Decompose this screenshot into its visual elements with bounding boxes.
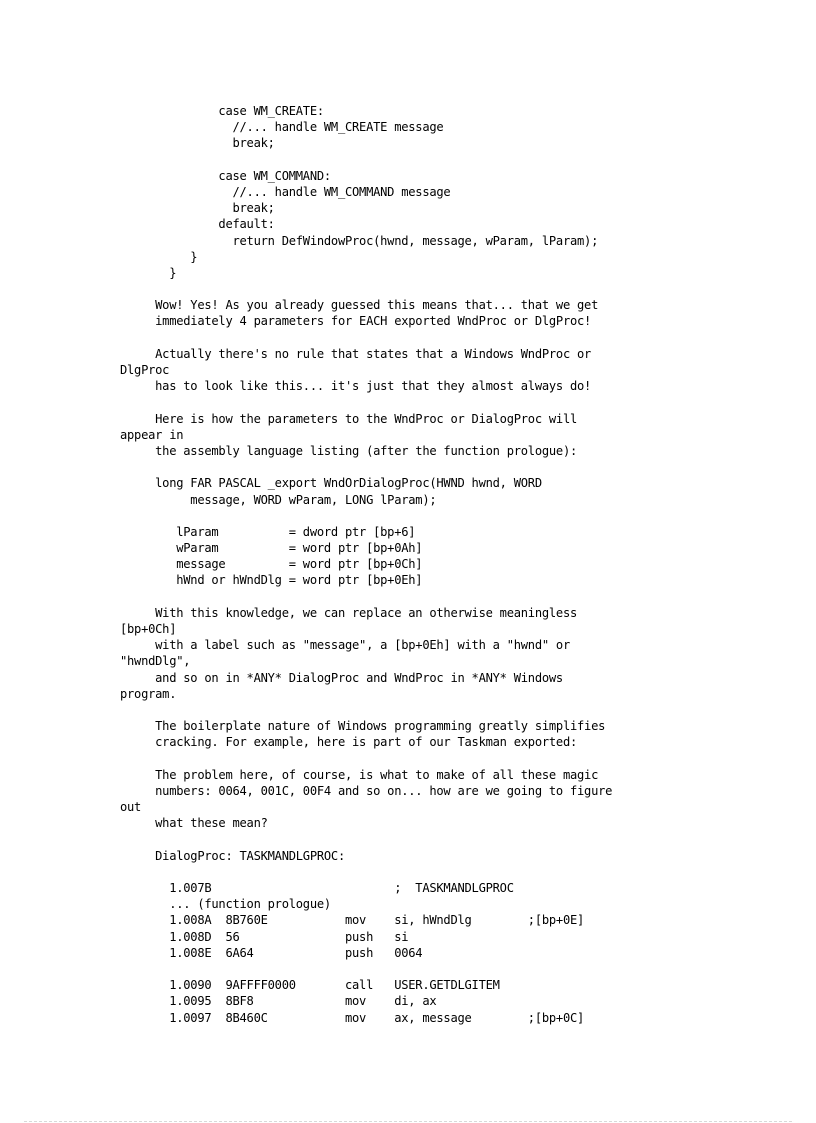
text-line: [bp+0Ch] [120, 622, 177, 636]
text-line: 1.008E 6A64 push 0064 [120, 945, 423, 960]
text-line: out [120, 800, 142, 815]
text-line: The problem here, of course, is what to make of all these magic [120, 767, 599, 782]
text-line: hWnd or hWndDlg = word ptr [bp+0Eh] [120, 573, 423, 588]
text-line: break; [120, 201, 275, 216]
text-line: 1.008D 56 push si [120, 929, 409, 944]
code-listing [120, 103, 810, 1026]
text-line [120, 330, 810, 346]
text-line: with a label such as "message", a [bp+0Eh] with a "hwnd" or [120, 638, 570, 653]
text-line: wParam = word ptr [bp+0Ah] [120, 541, 423, 556]
text-line: 1.008A 8B760E mov si, hWndDlg ;[bp+0E] [120, 913, 585, 928]
page-bottom-divider [24, 1121, 792, 1122]
text-line: break; [120, 136, 275, 151]
text-line: case WM_COMMAND: [120, 168, 331, 183]
text-line [120, 152, 810, 168]
text-line: lParam = dword ptr [bp+6] [120, 524, 416, 539]
text-line: } [120, 265, 177, 280]
text-line [120, 831, 810, 847]
text-line: the assembly language listing (after the function prologue): [120, 443, 578, 458]
text-line [120, 702, 810, 718]
text-line: With this knowledge, we can replace an otherwise meaningless [120, 605, 578, 620]
text-line: appear in [120, 427, 184, 442]
text-line [120, 508, 810, 524]
text-line: Wow! Yes! As you already guessed this means that... that we get [120, 298, 599, 313]
text-line: message, WORD wParam, LONG lParam); [120, 492, 437, 507]
text-line: 1.007B ; TASKMANDLGPROC [120, 881, 514, 895]
text-line: //... handle WM_CREATE message [120, 120, 444, 135]
text-line [120, 751, 810, 767]
text-line [120, 394, 810, 410]
text-line: DialogProc: TASKMANDLGPROC: [120, 848, 345, 863]
text-line: Here is how the parameters to the WndProc or DialogProc will [120, 411, 578, 426]
text-line [120, 961, 810, 977]
text-line: program. [120, 686, 177, 701]
text-line: immediately 4 parameters for EACH exported WndProc or DlgProc! [120, 314, 592, 329]
text-line: "hwndDlg", [120, 654, 191, 669]
text-line: //... handle WM_COMMAND message [120, 184, 451, 199]
text-line: message = word ptr [bp+0Ch] [120, 557, 423, 572]
text-line: DlgProc [120, 363, 170, 377]
text-line: } [120, 249, 198, 264]
text-line: 1.0095 8BF8 mov di, ax [120, 994, 437, 1009]
text-line: and so on in *ANY* DialogProc and WndProc in *ANY* Windows [120, 670, 563, 685]
text-line: return DefWindowProc(hwnd, message, wParam, lParam); [120, 233, 599, 248]
text-line: long FAR PASCAL _export WndOrDialogProc(HWND hwnd, WORD [120, 476, 542, 491]
text-line: cracking. For example, here is part of our Taskman exported: [120, 735, 578, 750]
text-line: has to look like this... it's just that they almost always do! [120, 379, 592, 394]
text-line: The boilerplate nature of Windows programming greatly simplifies [120, 719, 606, 734]
text-line: default: [120, 217, 275, 232]
text-line: numbers: 0064, 001C, 00F4 and so on... how are we going to figure [120, 783, 613, 798]
text-line: case WM_CREATE: [120, 104, 324, 118]
text-line [120, 589, 810, 605]
text-line: ... (function prologue) [120, 897, 331, 912]
text-line: 1.0097 8B460C mov ax, message ;[bp+0C] [120, 1010, 585, 1025]
text-line [120, 459, 810, 475]
text-line: 1.0090 9AFFFF0000 call USER.GETDLGITEM [120, 978, 500, 993]
text-line: what these mean? [120, 816, 268, 831]
text-line [120, 281, 810, 297]
text-line [120, 864, 810, 880]
text-line: Actually there's no rule that states that a Windows WndProc or [120, 346, 592, 361]
